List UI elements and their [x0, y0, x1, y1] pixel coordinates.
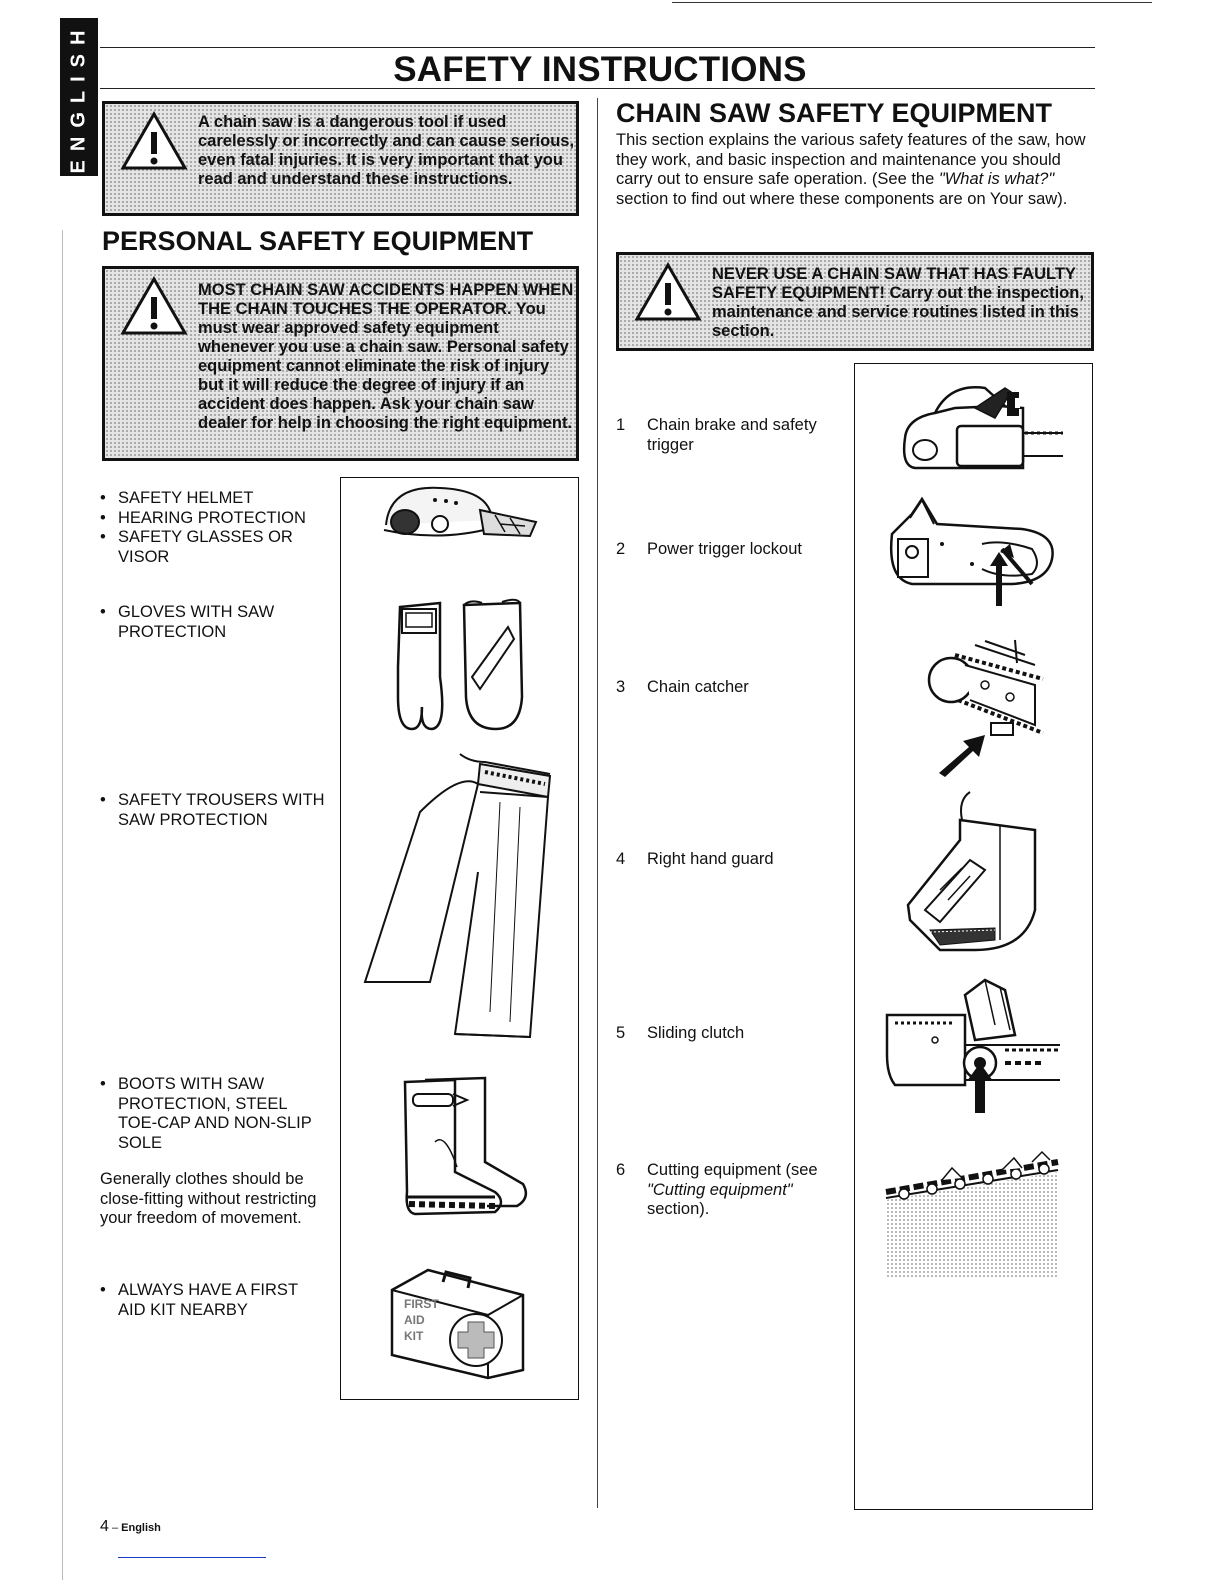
chain-saw-safety-intro [616, 131, 1096, 209]
intro-italic: "What is what?" [938, 170, 1055, 188]
component-label-power-trigger-lockout: Power trigger lockout [647, 540, 802, 558]
component-number: 4 [616, 850, 626, 868]
warning-triangle-icon [633, 261, 703, 325]
cutting-label-1: Cutting equipment (see [647, 1161, 818, 1179]
language-tab [60, 18, 98, 176]
list-item: • ALWAYS HAVE A FIRST AID KIT NEARBY [100, 1281, 320, 1320]
header-rule-top [100, 47, 1095, 48]
kit-label-2: AID [404, 1313, 425, 1327]
component-label-right-hand-guard: Right hand guard [647, 850, 774, 868]
component-number: 3 [616, 678, 626, 696]
chain-saw-safety-heading: CHAIN SAW SAFETY EQUIPMENT [616, 98, 1053, 128]
boots-icon [395, 1072, 535, 1222]
safety-helmet-icon [380, 480, 540, 550]
right-hand-guard-icon [900, 790, 1045, 960]
component-label-sliding-clutch: Sliding clutch [647, 1024, 745, 1042]
warning-text-faulty-equipment: NEVER USE A CHAIN SAW THAT HAS FAULTY SAFETY EQUIPMENT! Carry out the inspection, maintenance and service routines listed in this section. [712, 265, 1084, 340]
bullet-list-first-aid [100, 1281, 320, 1320]
cutting-label-italic: "Cutting equipment" [647, 1180, 793, 1199]
list-item: • SAFETY TROUSERS WITH SAW PROTECTION [100, 791, 330, 830]
bullet-list-trousers [100, 791, 330, 830]
chain-brake-icon [895, 378, 1065, 473]
warning-box-faulty-equipment [616, 252, 1094, 351]
warning-text-dangerous-tool: A chain saw is a dangerous tool if used carelessly or incorrectly and can cause serious, even fatal injuries. It is very important that you read and understand these instructions. [198, 113, 575, 188]
component-number: 6 [616, 1161, 626, 1179]
list-item: • GLOVES WITH SAW PROTECTION [100, 603, 280, 642]
first-aid-kit-icon [388, 1260, 528, 1380]
component-label-cutting-equipment [647, 1161, 837, 1220]
clothes-note: Generally clothes should be close-fitting without restricting your freedom of movement. [100, 1170, 317, 1227]
component-number: 5 [616, 1024, 626, 1042]
list-item: • HEARING PROTECTION [100, 509, 330, 529]
bullet-list-boots [100, 1075, 320, 1153]
list-item: • SAFETY GLASSES OR VISOR [100, 528, 330, 567]
page-title: SAFETY INSTRUCTIONS [393, 50, 807, 89]
warning-triangle-icon [119, 110, 189, 174]
component-label-chain-brake: Chain brake and safety trigger [647, 416, 817, 454]
language-tab-label: ENGLISH [67, 21, 90, 173]
cutting-equipment-icon [882, 1150, 1062, 1280]
component-label-chain-catcher: Chain catcher [647, 678, 749, 696]
personal-safety-heading: PERSONAL SAFETY EQUIPMENT [102, 226, 534, 256]
footer-language: English [121, 1522, 161, 1534]
footer-separator: – [108, 1522, 122, 1534]
column-divider [597, 98, 598, 1508]
intro-text-2: section to find out where these components are on Your saw). [616, 189, 1068, 208]
warning-box-dangerous-tool [102, 101, 579, 216]
gloves-icon [392, 597, 532, 732]
list-item: • SAFETY HELMET [100, 489, 330, 509]
cutting-label-2: section). [647, 1200, 710, 1218]
safety-trousers-icon [360, 752, 560, 1042]
bullet-list-head [100, 489, 330, 567]
warning-box-accidents [102, 266, 579, 461]
kit-label-3: KIT [404, 1329, 424, 1343]
sliding-clutch-icon [885, 975, 1065, 1115]
list-item: • BOOTS WITH SAW PROTECTION, STEEL TOE-CAP AND NON-SLIP SOLE [100, 1075, 320, 1153]
bullet-list-gloves [100, 603, 280, 642]
component-number: 1 [616, 416, 626, 434]
warning-triangle-icon [119, 275, 189, 339]
header-rule-corner [672, 2, 1152, 3]
page-number: 4 [100, 1518, 109, 1535]
warning-text-accidents: MOST CHAIN SAW ACCIDENTS HAPPEN WHEN THE CHAIN TOUCHES THE OPERATOR. You must wear approved safety equipment whenever you use a chain saw. Personal safety equipment cannot eliminate the risk of injury but it will reduce the degree of injury if an accident does happen. Ask your chain saw dealer for help in choosing the right equipment. [198, 281, 574, 432]
intro-text-1: This section explains the various safety features of the saw, how they work, and basic inspection and maintenance you should carry out to ensure safe operation. (See the [616, 131, 1086, 188]
chain-catcher-icon [925, 635, 1045, 775]
kit-label-1: FIRST [404, 1297, 439, 1311]
power-trigger-lockout-icon [882, 494, 1062, 609]
component-number: 2 [616, 540, 626, 558]
footer-rule [118, 1557, 266, 1558]
page-footer [100, 1518, 161, 1536]
margin-line [62, 230, 63, 1580]
